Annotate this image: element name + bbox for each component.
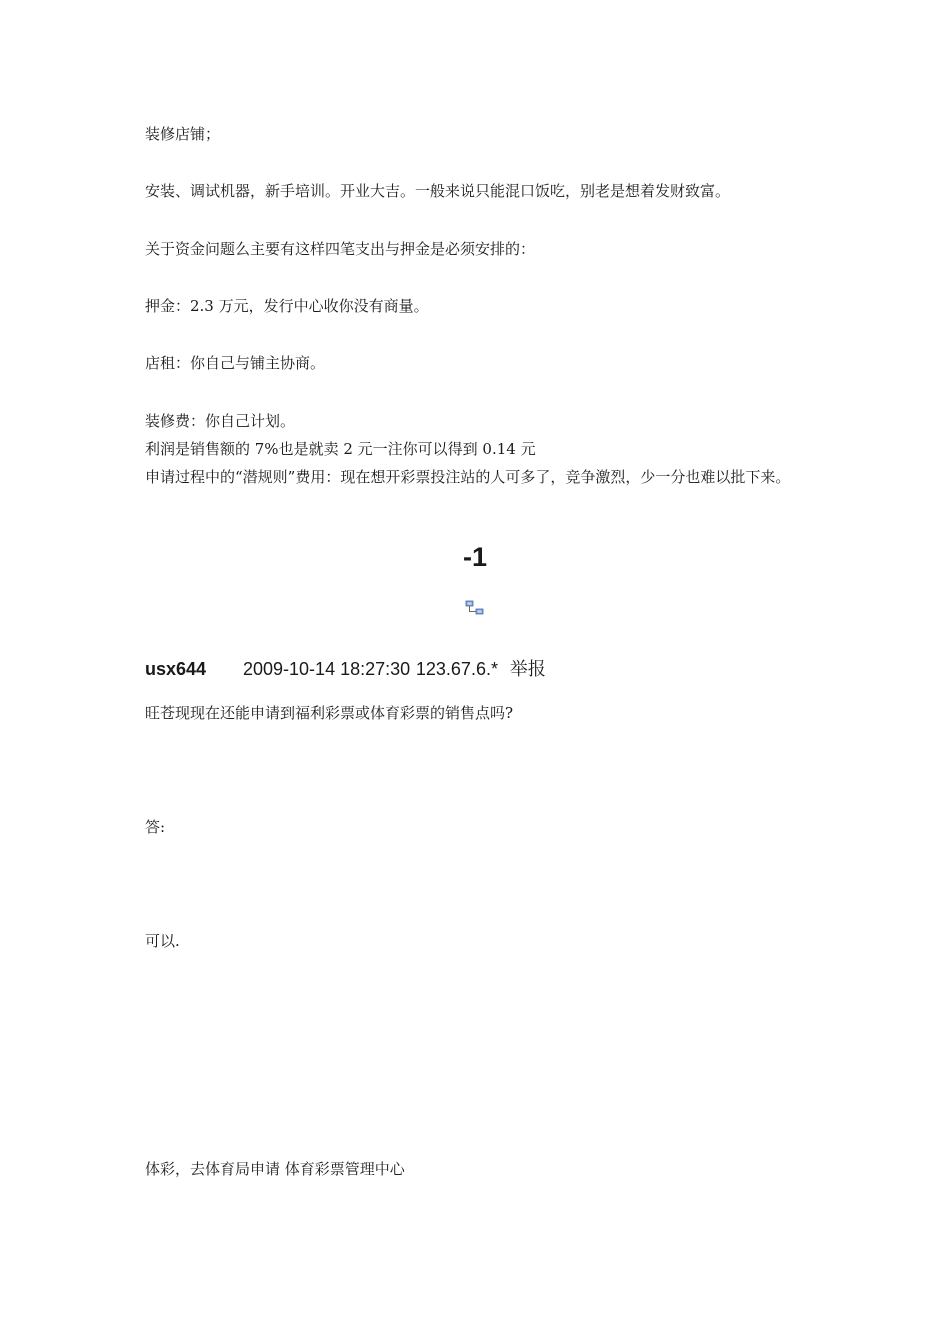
post-question: 旺苍现现在还能申请到福利彩票或体育彩票的销售点吗? (145, 704, 514, 722)
report-link[interactable]: 举报 (509, 659, 546, 680)
paragraph-rent: 店租：你自己与铺主协商。 (145, 354, 326, 372)
paragraph-decorate-shop: 装修店铺； (145, 125, 221, 143)
paragraph-funding-intro: 关于资金问题么主要有这样四笔支出与押金是必须安排的： (145, 240, 536, 258)
answer-text: 可以. (145, 932, 180, 950)
post-timestamp: 2009-10-14 18:27:30 (243, 659, 411, 679)
paragraph-install-machines: 安装、调试机器，新手培训。开业大吉。一般来说只能混口饭吃，别老是想着发财致富。 (145, 182, 731, 200)
post-header (145, 657, 546, 682)
vote-score: -1 (462, 542, 487, 572)
paragraph-profit: 利润是销售额的 7%也是就卖 2 元一注你可以得到 0.14 元 (145, 440, 536, 458)
paragraph-decoration-fee: 装修费：你自己计划。 (145, 412, 296, 430)
paragraph-deposit: 押金：2.3 万元，发行中心收你没有商量。 (145, 297, 429, 315)
network-icon[interactable] (465, 600, 485, 616)
post-author[interactable]: usx644 (145, 659, 207, 679)
answer-label: 答: (145, 818, 166, 836)
answer-detail: 体彩，去体育局申请 体育彩票管理中心 (145, 1160, 405, 1178)
paragraph-hidden-rules: 申请过程中的“潜规则”费用：现在想开彩票投注站的人可多了，竞争激烈，少一分也难以批下来。 (145, 468, 791, 486)
post-ip: 123.67.6.* (415, 659, 498, 679)
